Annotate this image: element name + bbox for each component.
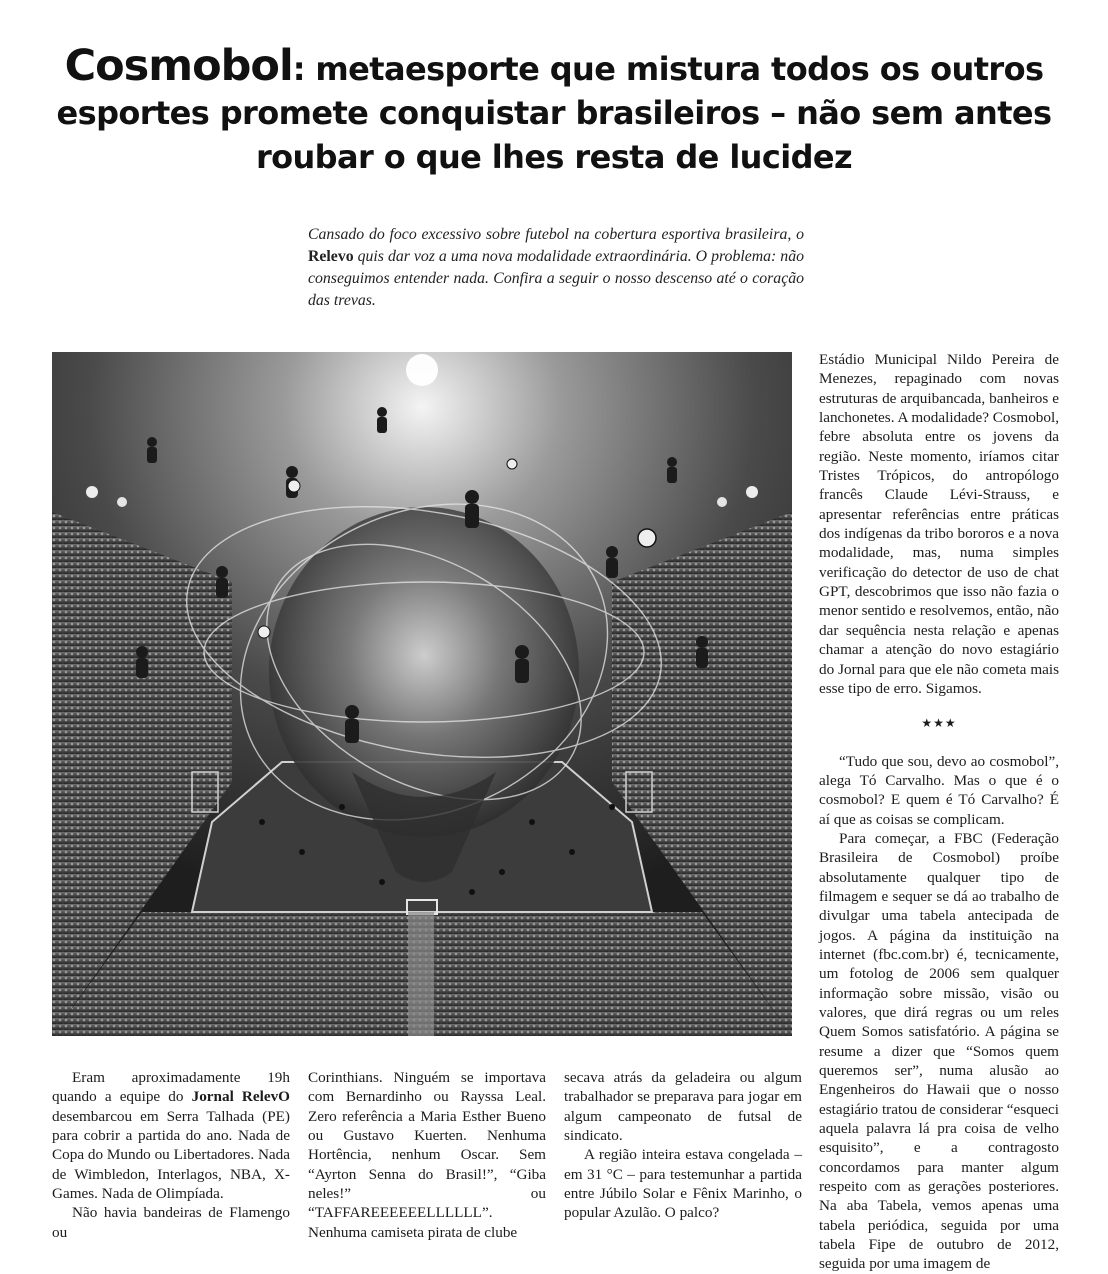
dek-brand: Relevo xyxy=(308,248,354,265)
headline xyxy=(40,41,1068,179)
paragraph: Para começar, a FBC (Federação Brasileira de Cosmobol) proíbe absolutamente qualquer tipo de filmagem e sequer se dá ao trabalho de divulgar uma tabela antecipada de jogos. A página da instituição na internet (fbc.com.br) é, tecnicamente, um fotolog de 2006 sem qualquer informação sobre missão, visão ou valores, que dirá regras ou um reles Quem Somos satisfatório. A página se resume a dizer que “Somos quem queremos ser”, numa alusão ao Engenheiros do Hawaii que o nosso estagiário tratou de considerar “esqueci aquela palavra lá pra coisa de velho esquisito”, e a contragosto concordamos para manter algum respeito com as gerações posteriores. Na aba Tabela, vemos apenas uma tabela periódica, seguida por uma tabela Fipe de outubro de 2012, seguida por uma imagem de xyxy=(819,829,1059,1273)
publication-name: Jornal RelevO xyxy=(191,1088,290,1106)
article-column-1 xyxy=(52,1068,290,1242)
paragraph-text: Eram aproximadamente 19h quando a equipe do xyxy=(52,1069,290,1106)
article-column-right xyxy=(819,350,1059,1274)
stairway xyxy=(408,912,434,1036)
dek-text-1: Cansado do foco excessivo sobre futebol na cobertura esportiva brasileira, o xyxy=(308,226,804,243)
dek-text-2: quis dar voz a uma nova modalidade extraordinária. O problema: não conseguimos entender nada. Confira a seguir o nosso descenso até o coração das trevas. xyxy=(308,248,804,309)
article-column-2 xyxy=(308,1068,546,1242)
vortex-orb xyxy=(269,507,579,837)
stadium-illustration xyxy=(52,352,792,1036)
opening-paragraph xyxy=(52,1068,290,1203)
section-separator: ★★★ xyxy=(921,716,957,731)
paragraph: A região inteira estava congelada – em 31 °C – para testemunhar a partida entre Júbilo Solar e Fênix Marinho, o popular Azulão. O palco? xyxy=(564,1146,802,1222)
headline-subtitle: : metaesporte que mistura todos os outros esportes promete conquistar brasileiros – não sem antes roubar o que lhes resta de lucidez xyxy=(56,50,1052,176)
paragraph: Não havia bandeiras de Flamengo ou xyxy=(52,1204,290,1241)
article-dek xyxy=(308,224,804,312)
headline-brand: Cosmobol xyxy=(64,41,293,91)
paragraph: “Tudo que sou, devo ao cosmobol”, alega Tó Carvalho. Mas o que é o cosmobol? E quem é Tó Carvalho? É aí que as coisas se complicam. xyxy=(819,752,1059,828)
paragraph: Corinthians. Ninguém se importava com Bernardinho ou Rayssa Leal. Zero referência a Maria Esther Bueno ou Gustavo Kuerten. Nenhuma Hortência, nenhum Oscar. Sem “Ayrton Senna do Brasil!”, “Giba neles!” ou “TAFFAREEEEEELLLLLL”. Nenhuma camiseta pirata de clube xyxy=(308,1069,546,1241)
paragraph: secava atrás da geladeira ou algum trabalhador se preparava para jogar em algum campeonato de futsal de sindicato. xyxy=(564,1069,802,1145)
article-column-3 xyxy=(564,1068,802,1223)
stadium-vortex-image xyxy=(52,352,792,1036)
paragraph: Estádio Municipal Nildo Pereira de Menezes, repaginado com novas estruturas de arquibancada, banheiros e lanchonetes. A modalidade? Cosmobol, febre absoluta entre os jovens da região. Neste momento, iríamos citar Tristes Trópicos, do antropólogo francês Claude Lévi-Strauss, e apresentar referências entre práticas dos indígenas da tribo bororos e a nova modalidade, mas, numa simples verificação do detector de uso de chat GPT, descobrimos que isso não fazia o menor sentido e resolvemos, então, não dar sequência nesta relação e apenas chamar a atenção do novo estagiário do Jornal para que ele não cometa mais esse tipo de erro. Sigamos. xyxy=(819,351,1060,697)
paragraph-text: desembarcou em Serra Talhada (PE) para cobrir a partida do ano. Nada de Copa do Mundo ou Libertadores. Nada de Wimbledon, Interlagos, NBA, X-Games. Nada de Olimpíada. xyxy=(52,1107,290,1203)
